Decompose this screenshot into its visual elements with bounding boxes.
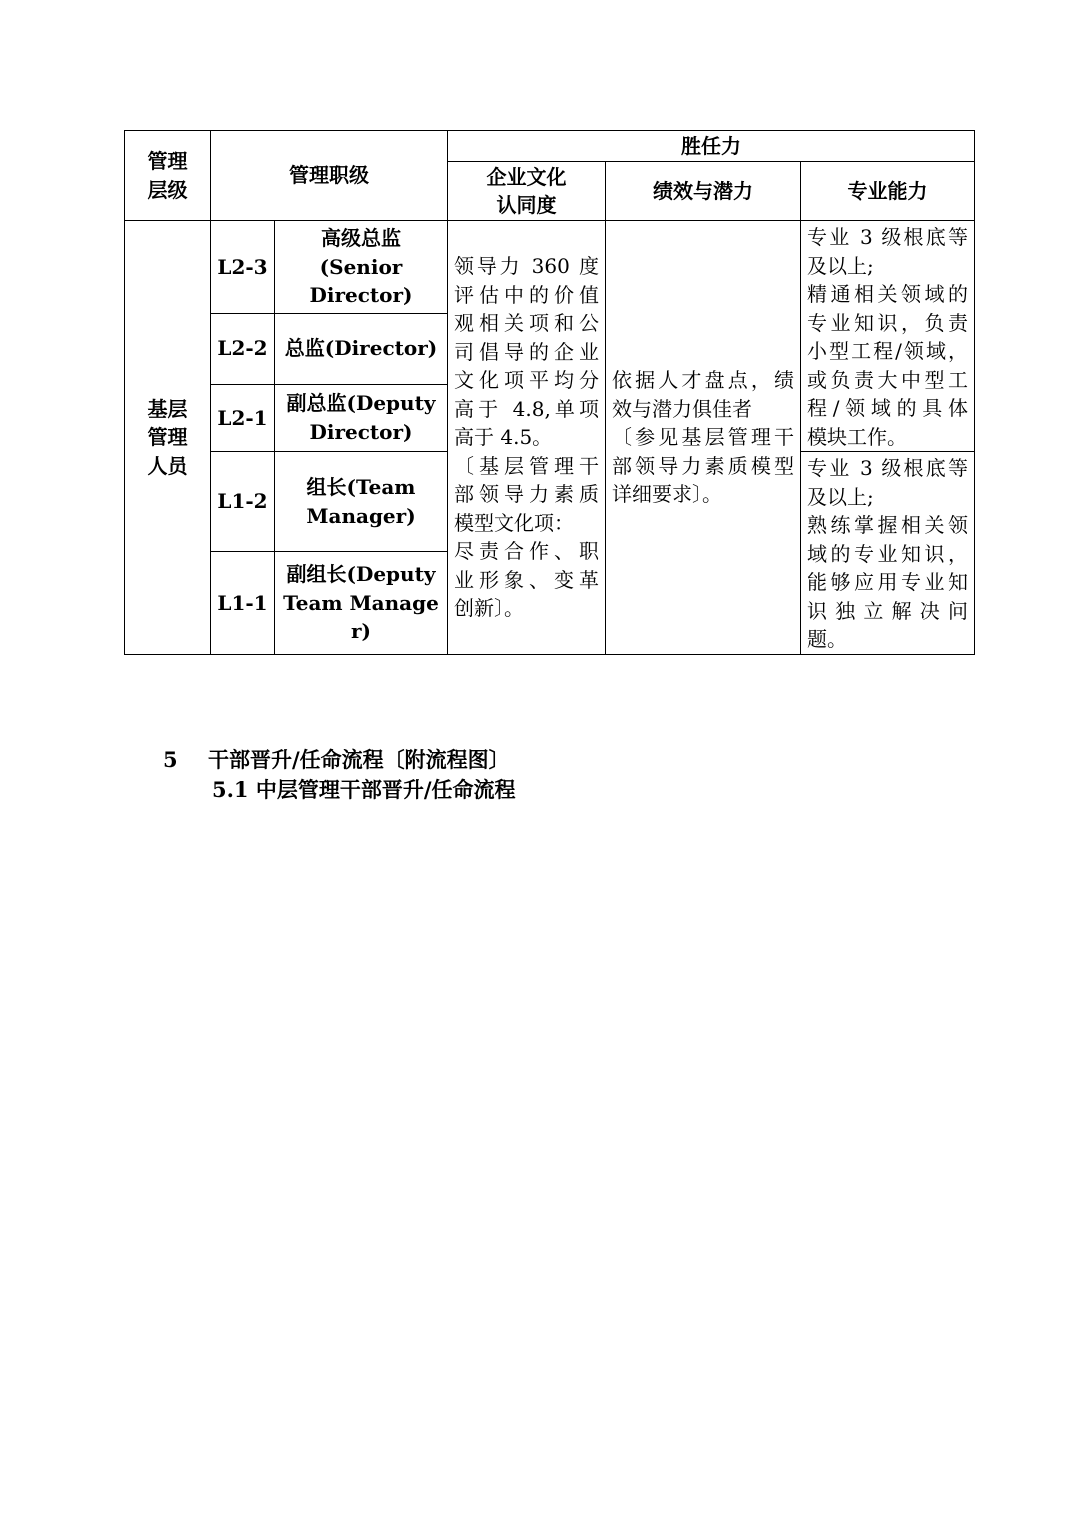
culture-line: 高于 4.5。 [454, 425, 553, 449]
level-code: L1-1 [211, 552, 275, 654]
competency-table [124, 130, 975, 655]
culture-header-line-1: 企业文化 [486, 164, 567, 189]
performance-line: 详细要求〕。 [612, 482, 722, 506]
level-name-line: Manager) [306, 503, 416, 528]
professional-cell-upper [801, 221, 975, 452]
header-row-1 [125, 131, 975, 162]
performance-line: 依据人才盘点，绩 [612, 368, 794, 392]
professional-line: 模块工作。 [807, 424, 907, 449]
culture-line: 司倡导的企业 [454, 339, 599, 364]
level-name [275, 552, 448, 654]
level-code: L2-3 [211, 221, 275, 314]
professional-line: 精通相关领域的 [807, 282, 969, 306]
section-heading [163, 744, 510, 774]
culture-cell [448, 221, 606, 655]
culture-line: 模型文化项： [454, 510, 574, 535]
performance-line: 效与潜力俱佳者 [612, 396, 752, 421]
tier-name-line-2: 管理 [147, 425, 188, 449]
professional-line: 专业 3 级根底等 [807, 456, 969, 480]
culture-line: 部领导力素质 [454, 482, 599, 506]
culture-line: 观相关项和公 [454, 311, 599, 335]
professional-line: 或负责大中型工 [807, 367, 969, 392]
tier-name-line-1: 基层 [147, 396, 188, 421]
culture-header-line-2: 认同度 [496, 193, 557, 217]
section-title: 干部晋升/任命流程〔附流程图〕 [208, 747, 510, 772]
professional-line: 熟练掌握相关领 [807, 513, 969, 537]
level-code: L1-2 [211, 452, 275, 552]
professional-line: 及以上; [807, 484, 874, 509]
culture-line: 高于 4.8,单项 [454, 396, 599, 421]
professional-line: 题。 [807, 627, 847, 651]
table-row [125, 221, 975, 314]
tier-header-line-1: 管理 [147, 149, 188, 173]
level-name-line: Director) [309, 419, 413, 444]
professional-header: 专业能力 [801, 162, 975, 221]
culture-header [448, 162, 606, 221]
level-name [275, 313, 448, 384]
professional-line: 域的专业知识， [807, 541, 969, 566]
culture-line: 创新〕。 [454, 596, 524, 620]
level-name-line: Team Manager) [283, 590, 439, 644]
professional-line: 专业 3 级根底等 [807, 225, 969, 249]
level-name-line: Director) [309, 283, 413, 308]
professional-line: 程/领域的具体 [807, 396, 969, 420]
tier-name-line-3: 人员 [147, 453, 188, 478]
culture-line: 文化项平均分 [454, 368, 599, 392]
tier-header-line-2: 层级 [147, 177, 188, 202]
level-name-line: (Senior [319, 254, 403, 279]
professional-line: 专业知识，负责 [807, 310, 969, 335]
performance-line: 〔参见基层管理干 [612, 425, 794, 449]
culture-line: 领导力 360 度 [454, 254, 599, 278]
culture-line: 尽责合作、职 [454, 539, 599, 563]
level-name-line: 副总监(Deputy [286, 391, 436, 416]
performance-cell [606, 221, 801, 655]
level-code: L2-2 [211, 313, 275, 384]
competency-table-wrapper [124, 130, 974, 655]
tier-header [125, 131, 211, 221]
tier-cell [125, 221, 211, 655]
subsection-heading: 5.1 中层管理干部晋升/任命流程 [212, 777, 516, 802]
culture-line: 评估中的价值 [454, 282, 599, 307]
level-name-line: 副组长(Deputy [286, 562, 436, 587]
level-name-line: 高级总监 [321, 226, 401, 251]
level-name [275, 221, 448, 314]
professional-line: 识独立解决问 [807, 598, 969, 623]
culture-line: 〔基层管理干 [454, 453, 599, 478]
level-name [275, 384, 448, 451]
level-name-line: 总监(Director) [284, 336, 438, 361]
competency-header: 胜任力 [448, 131, 975, 162]
level-header: 管理职级 [211, 131, 448, 221]
professional-line: 小型工程/领域， [807, 339, 969, 363]
professional-line: 能够应用专业知 [807, 570, 969, 594]
section-number: 5 [163, 747, 178, 772]
level-name [275, 452, 448, 552]
performance-header: 绩效与潜力 [606, 162, 801, 221]
performance-line: 部领导力素质模型 [612, 453, 794, 478]
level-name-line: 组长(Team [306, 475, 416, 500]
culture-line: 业形象、变革 [454, 567, 599, 592]
professional-line: 及以上; [807, 253, 874, 278]
level-code: L2-1 [211, 384, 275, 451]
professional-cell-lower [801, 452, 975, 655]
